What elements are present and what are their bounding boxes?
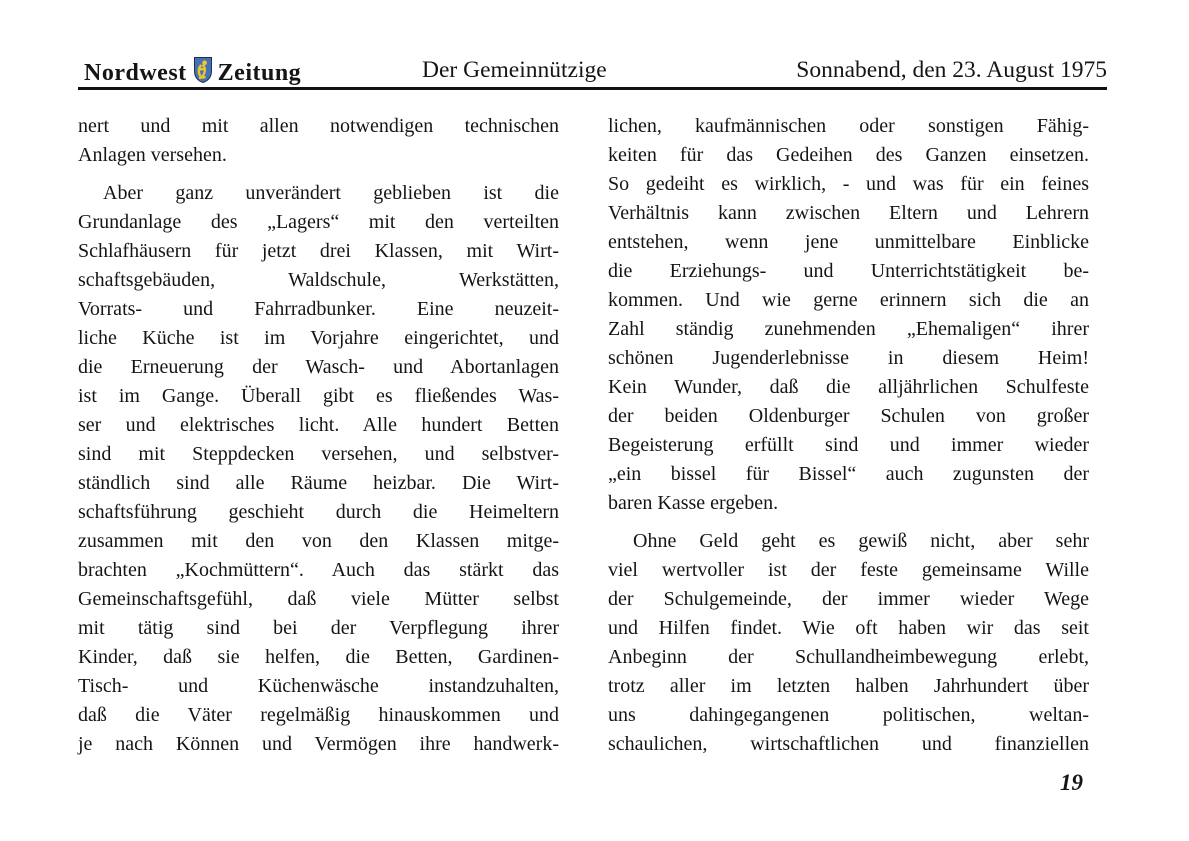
text-line: viel wertvoller ist der feste gemeinsame Wille: [608, 559, 1089, 581]
text-line: Gemeinschaftsgefühl, daß viele Mütter selbst: [78, 588, 559, 610]
text-line: Schlafhäusern für jetzt drei Klassen, mit Wirt-: [78, 240, 559, 262]
text-line: schaftsgebäuden, Waldschule, Werkstätten,: [78, 269, 559, 291]
text-line: Begeisterung erfüllt sind und immer wieder: [608, 434, 1089, 456]
text-line: Kinder, daß sie helfen, die Betten, Gardinen-: [78, 646, 559, 668]
text-line: schaulichen, wirtschaftlichen und finanziellen: [608, 733, 1089, 755]
brand-name-left: Nordwest: [84, 60, 187, 86]
article-column-left: [78, 112, 559, 759]
text-line: schönen Jugenderlebnisse in diesem Heim!: [608, 347, 1089, 369]
section-title: Der Gemeinnützige: [422, 57, 607, 83]
text-line: die Erneuerung der Wasch- und Abortanlagen: [78, 356, 559, 378]
masthead-rule: [78, 87, 1107, 90]
text-line: keiten für das Gedeihen des Ganzen einsetzen.: [608, 144, 1089, 166]
masthead: [84, 56, 1107, 86]
text-line: schaftsführung geschieht durch die Heimeltern: [78, 501, 559, 523]
text-line: Tisch- und Küchenwäsche instandzuhalten,: [78, 675, 559, 697]
text-line: Anbeginn der Schullandheimbewegung erlebt,: [608, 646, 1089, 668]
text-line: nert und mit allen notwendigen technischen: [78, 115, 559, 137]
text-line: So gedeiht es wirklich, - und was für ein feines: [608, 173, 1089, 195]
text-line: und Hilfen findet. Wie oft haben wir das seit: [608, 617, 1089, 639]
brand-name-right: Zeitung: [217, 60, 302, 86]
text-line: Ohne Geld geht es gewiß nicht, aber sehr: [633, 530, 1089, 552]
text-line: kommen. Und wie gerne erinnern sich die an: [608, 289, 1089, 311]
text-line: Zahl ständig zunehmenden „Ehemaligen“ ihrer: [608, 318, 1089, 340]
text-line: mit tätig sind bei der Verpflegung ihrer: [78, 617, 559, 639]
text-line: Kein Wunder, daß die alljährlichen Schulfeste: [608, 376, 1089, 398]
text-line: entstehen, wenn jene unmittelbare Einblicke: [608, 231, 1089, 253]
text-line: brachten „Kochmüttern“. Auch das stärkt das: [78, 559, 559, 581]
text-line: die Erziehungs- und Unterrichtstätigkeit be-: [608, 260, 1089, 282]
newspaper-brand: [84, 56, 301, 91]
text-line: ser und elektrisches licht. Alle hundert Betten: [78, 414, 559, 436]
article-column-right: [608, 112, 1089, 759]
page-number: 19: [1060, 770, 1083, 795]
text-line: Anlagen versehen.: [78, 144, 227, 166]
text-line: der Schulgemeinde, der immer wieder Wege: [608, 588, 1089, 610]
text-line: lichen, kaufmännischen oder sonstigen Fähig-: [608, 115, 1089, 137]
text-line: zusammen mit den von den Klassen mitge-: [78, 530, 559, 552]
text-line: trotz aller im letzten halben Jahrhundert über: [608, 675, 1089, 697]
text-line: Grundanlage des „Lagers“ mit den verteilten: [78, 211, 559, 233]
text-line: uns dahingegangenen politischen, weltan-: [608, 704, 1089, 726]
text-line: der beiden Oldenburger Schulen von großer: [608, 405, 1089, 427]
text-line: „ein bissel für Bissel“ auch zugunsten der: [608, 463, 1089, 485]
text-line: sind mit Steppdecken versehen, und selbstver-: [78, 443, 559, 465]
text-line: je nach Können und Vermögen ihre handwerk-: [78, 733, 559, 755]
text-line: ist im Gange. Überall gibt es fließendes Was-: [78, 385, 559, 407]
text-line: baren Kasse ergeben.: [608, 492, 779, 514]
text-line: Vorrats- und Fahrradbunker. Eine neuzeit-: [78, 298, 559, 320]
oldenburg-crest-icon: [193, 56, 213, 91]
issue-date: Sonnabend, den 23. August 1975: [796, 57, 1107, 83]
text-line: Aber ganz unverändert geblieben ist die: [103, 182, 559, 204]
text-line: liche Küche ist im Vorjahre eingerichtet, und: [78, 327, 559, 349]
text-line: Verhältnis kann zwischen Eltern und Lehrern: [608, 202, 1089, 224]
text-line: daß die Väter regelmäßig hinauskommen und: [78, 704, 559, 726]
text-line: ständlich sind alle Räume heizbar. Die Wirt-: [78, 472, 559, 494]
